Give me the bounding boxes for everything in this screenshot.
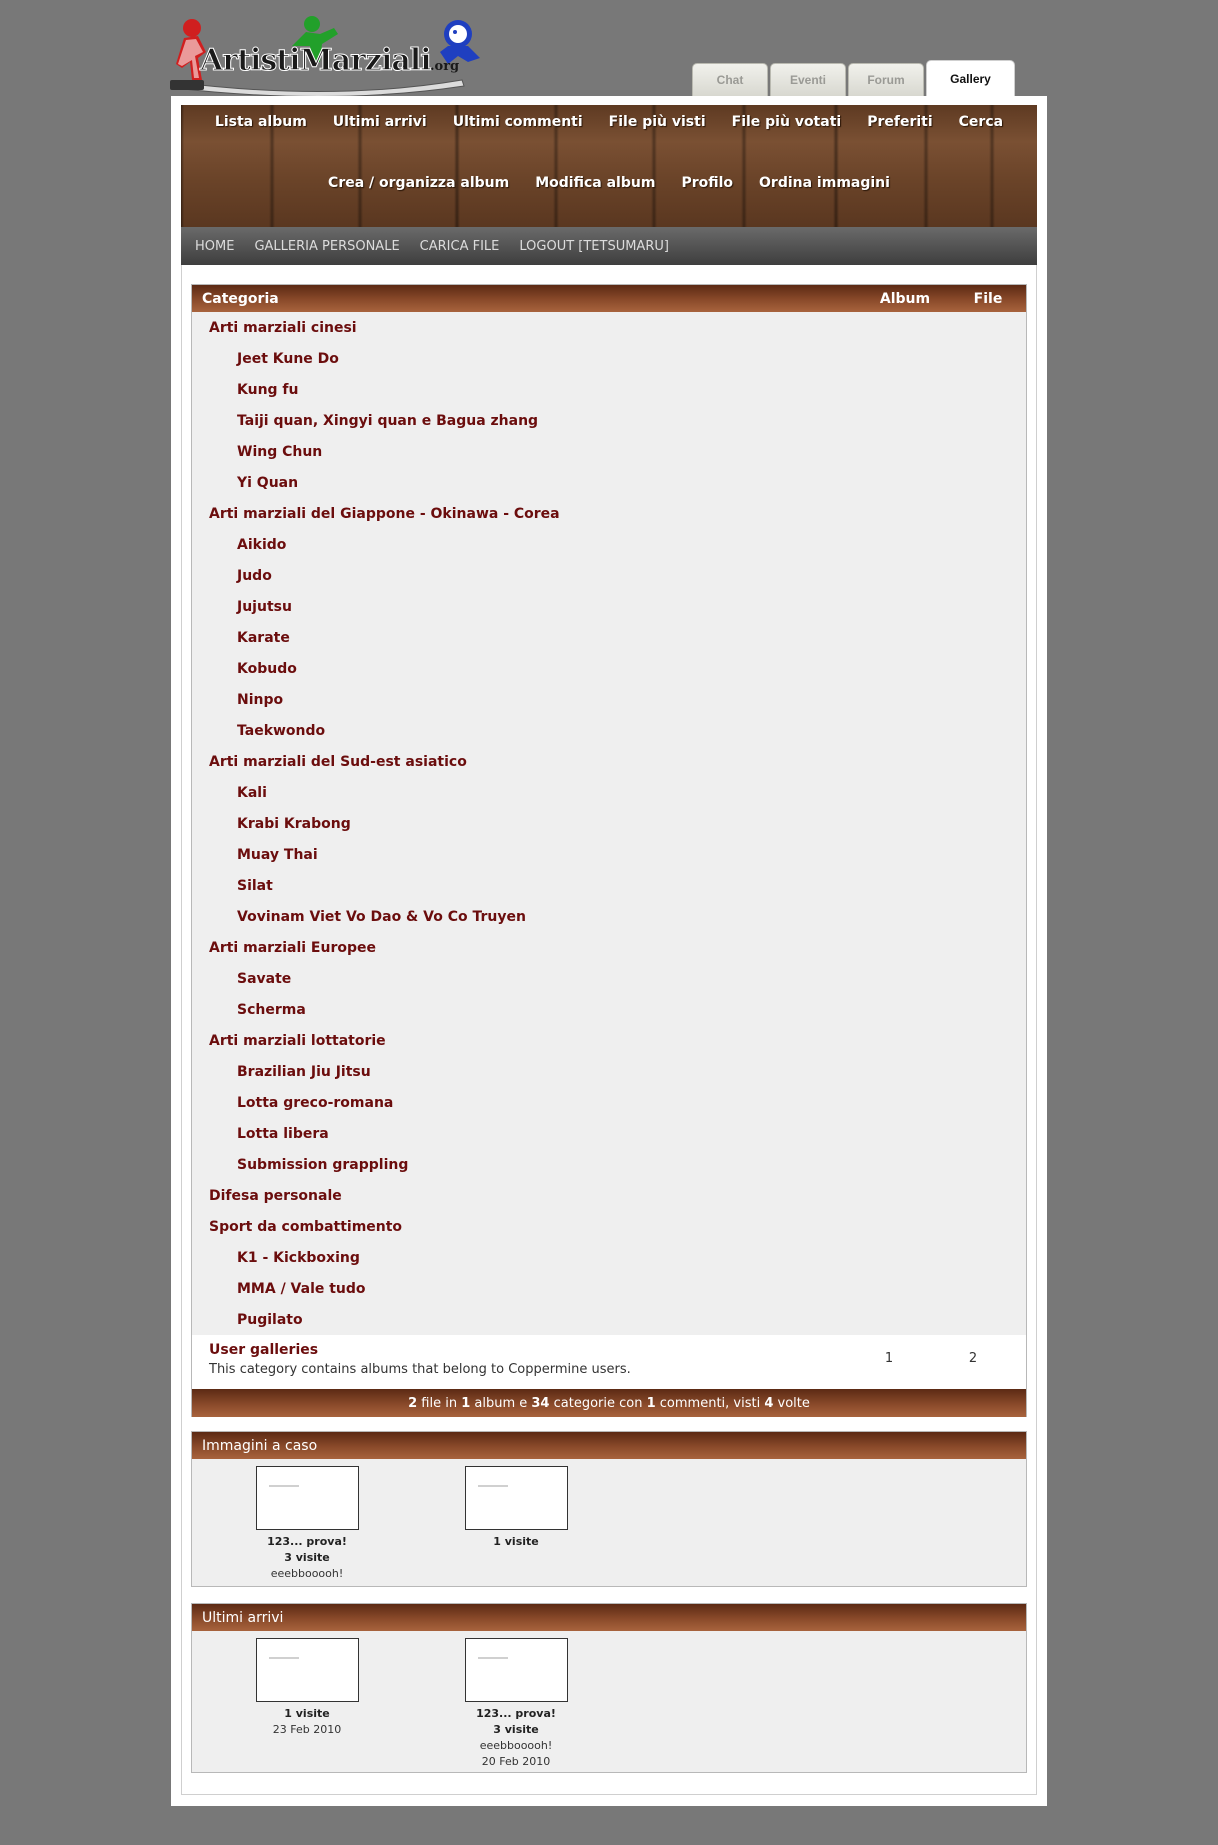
menu-file-piu-votati[interactable]: File più votati <box>731 114 842 130</box>
category-row <box>192 312 1026 343</box>
menu-lista-album[interactable]: Lista album <box>214 114 307 130</box>
latest-uploads-panel <box>191 1603 1027 1773</box>
subcategory-link[interactable]: Yi Quan <box>237 474 299 491</box>
thumbnail-image[interactable] <box>256 1466 359 1530</box>
category-link[interactable]: Arti marziali lottatorie <box>209 1032 386 1049</box>
category-row <box>192 1025 1026 1056</box>
subcategory-row <box>192 963 1026 994</box>
subcategory-row <box>192 839 1026 870</box>
stat-text-2: album e <box>470 1395 532 1411</box>
subcategory-row <box>192 1149 1026 1180</box>
stat-text-4: commenti, visti <box>655 1395 765 1411</box>
thumbnail-image[interactable] <box>465 1638 568 1702</box>
main-menu <box>181 105 1037 227</box>
subcategory-row <box>192 343 1026 374</box>
subcategory-link[interactable]: Karate <box>237 629 290 646</box>
subcategory-link[interactable]: MMA / Vale tudo <box>237 1280 366 1297</box>
site-logo-graphic <box>162 6 498 98</box>
user-galleries-file-count: 2 <box>968 1351 978 1366</box>
subcategory-link[interactable]: Aikido <box>237 536 287 553</box>
stat-text-5: volte <box>773 1395 810 1411</box>
subcategory-link[interactable]: Judo <box>237 567 272 584</box>
latest-uploads-title: Ultimi arrivi <box>192 1604 1026 1631</box>
subcategory-link[interactable]: Brazilian Jiu Jitsu <box>237 1063 371 1080</box>
menu-ordina-immagini[interactable]: Ordina immagini <box>759 175 890 191</box>
random-images-title: Immagini a caso <box>192 1432 1026 1459</box>
category-link[interactable]: Arti marziali del Sud-est asiatico <box>209 753 467 770</box>
gallery-stats-bar <box>192 1389 1026 1417</box>
subcategory-row <box>192 529 1026 560</box>
subcategory-link[interactable]: Scherma <box>237 1001 306 1018</box>
tab-gallery[interactable]: Gallery <box>926 60 1015 96</box>
subcategory-row <box>192 1056 1026 1087</box>
svg-text:.org: .org <box>430 59 460 74</box>
category-table-header <box>192 285 1026 312</box>
thumbnail-views: 1 visite <box>493 1535 539 1548</box>
thumbnail-image[interactable] <box>465 1466 568 1530</box>
menu-file-piu-visti[interactable]: File più visti <box>608 114 706 130</box>
category-link[interactable]: Arti marziali Europee <box>209 939 376 956</box>
tab-chat[interactable]: Chat <box>692 63 768 96</box>
subcategory-link[interactable]: Taiji quan, Xingyi quan e Bagua zhang <box>237 412 539 429</box>
subcategory-link[interactable]: Jujutsu <box>237 598 292 615</box>
top-tab-bar <box>692 60 1015 96</box>
thumbnail-date: 20 Feb 2010 <box>481 1755 551 1768</box>
submenu-carica-file[interactable]: CARICA FILE <box>419 238 500 254</box>
subcategory-link[interactable]: K1 - Kickboxing <box>237 1249 360 1266</box>
subcategory-link[interactable]: Ninpo <box>237 691 284 708</box>
subcategory-row <box>192 436 1026 467</box>
subcategory-link[interactable]: Wing Chun <box>237 443 323 460</box>
subcategory-row <box>192 1118 1026 1149</box>
subcategory-row <box>192 1242 1026 1273</box>
category-list <box>192 312 1026 1335</box>
subcategory-row <box>192 374 1026 405</box>
menu-crea-organizza-album[interactable]: Crea / organizza album <box>328 175 510 191</box>
subcategory-link[interactable]: Kung fu <box>237 381 299 398</box>
subcategory-link[interactable]: Muay Thai <box>237 846 318 863</box>
thumbnail-views: 3 visite <box>284 1551 330 1564</box>
site-logo[interactable] <box>162 6 498 98</box>
stat-comments: 1 <box>646 1395 656 1411</box>
category-row <box>192 498 1026 529</box>
category-link[interactable]: Sport da combattimento <box>209 1218 403 1235</box>
subcategory-row <box>192 1304 1026 1335</box>
thumbnail-views: 1 visite <box>284 1707 330 1720</box>
thumbnail-caption: eeebbooooh! <box>479 1739 553 1752</box>
user-galleries-album-count: 1 <box>884 1351 894 1366</box>
stat-categories: 34 <box>531 1395 550 1411</box>
random-image-item <box>242 1466 372 1582</box>
submenu-galleria-personale[interactable]: GALLERIA PERSONALE <box>254 238 400 254</box>
content-area <box>181 265 1037 1795</box>
page-container <box>171 96 1047 1806</box>
category-link[interactable]: Difesa personale <box>209 1187 342 1204</box>
stat-text-1: file in <box>417 1395 462 1411</box>
subcategory-link[interactable]: Vovinam Viet Vo Dao & Vo Co Truyen <box>237 908 526 925</box>
menu-ultimi-commenti[interactable]: Ultimi commenti <box>452 114 583 130</box>
menu-preferiti[interactable]: Preferiti <box>867 114 933 130</box>
stat-files: 2 <box>408 1395 418 1411</box>
category-row <box>192 932 1026 963</box>
subcategory-row <box>192 591 1026 622</box>
user-galleries-description: This category contains albums that belong to Coppermine users. <box>209 1362 631 1377</box>
subcategory-link[interactable]: Krabi Krabong <box>237 815 351 832</box>
menu-cerca[interactable]: Cerca <box>958 114 1004 130</box>
thumbnail-date: 23 Feb 2010 <box>272 1723 342 1736</box>
thumbnail-views: 3 visite <box>493 1723 539 1736</box>
subcategory-row <box>192 467 1026 498</box>
user-galleries-link[interactable]: User galleries <box>209 1342 319 1358</box>
random-image-item <box>451 1466 581 1550</box>
stat-text-3: categorie con <box>549 1395 647 1411</box>
subcategory-row <box>192 808 1026 839</box>
thumbnail-title: 123... prova! <box>476 1707 556 1720</box>
menu-modifica-album[interactable]: Modifica album <box>535 175 656 191</box>
stat-albums: 1 <box>461 1395 471 1411</box>
header-file: File <box>973 290 1003 307</box>
header-categoria: Categoria <box>202 290 279 307</box>
subcategory-link[interactable]: Lotta greco-romana <box>237 1094 394 1111</box>
latest-upload-item <box>242 1638 372 1738</box>
header-album: Album <box>879 290 931 307</box>
category-row <box>192 1180 1026 1211</box>
subcategory-row <box>192 870 1026 901</box>
latest-upload-item <box>451 1638 581 1770</box>
subcategory-row <box>192 622 1026 653</box>
subcategory-row <box>192 715 1026 746</box>
subcategory-link[interactable]: Kali <box>237 784 267 801</box>
menu-profilo[interactable]: Profilo <box>681 175 734 191</box>
svg-text:ArtistiMarziali: ArtistiMarziali <box>200 43 431 78</box>
menu-ultimi-arrivi[interactable]: Ultimi arrivi <box>332 114 427 130</box>
user-galleries-row <box>192 1335 1026 1389</box>
subcategory-link[interactable]: Pugilato <box>237 1311 303 1328</box>
subcategory-link[interactable]: Savate <box>237 970 292 987</box>
subcategory-link[interactable]: Jeet Kune Do <box>237 350 339 367</box>
thumbnail-caption: eeebbooooh! <box>270 1567 344 1580</box>
category-link[interactable]: Arti marziali del Giappone - Okinawa - Corea <box>209 505 560 522</box>
stat-views: 4 <box>764 1395 774 1411</box>
submenu-logout[interactable]: LOGOUT [TETSUMARU] <box>519 238 669 254</box>
subcategory-row <box>192 1087 1026 1118</box>
subcategory-row <box>192 560 1026 591</box>
subcategory-row <box>192 777 1026 808</box>
sub-menu <box>181 227 1037 265</box>
category-row <box>192 746 1026 777</box>
subcategory-link[interactable]: Submission grappling <box>237 1156 409 1173</box>
subcategory-row <box>192 405 1026 436</box>
tab-forum[interactable]: Forum <box>848 63 924 96</box>
subcategory-row <box>192 994 1026 1025</box>
subcategory-row <box>192 1273 1026 1304</box>
subcategory-row <box>192 653 1026 684</box>
subcategory-link[interactable]: Kobudo <box>237 660 297 677</box>
thumbnail-image[interactable] <box>256 1638 359 1702</box>
subcategory-link[interactable]: Taekwondo <box>237 722 326 739</box>
subcategory-link[interactable]: Silat <box>237 877 273 894</box>
category-link[interactable]: Arti marziali cinesi <box>209 319 357 336</box>
category-table <box>191 284 1027 1417</box>
submenu-home[interactable]: HOME <box>195 238 235 254</box>
subcategory-link[interactable]: Lotta libera <box>237 1125 329 1142</box>
random-images-panel <box>191 1431 1027 1587</box>
tab-eventi[interactable]: Eventi <box>770 63 846 96</box>
thumbnail-title: 123... prova! <box>267 1535 347 1548</box>
subcategory-row <box>192 684 1026 715</box>
category-row <box>192 1211 1026 1242</box>
subcategory-row <box>192 901 1026 932</box>
